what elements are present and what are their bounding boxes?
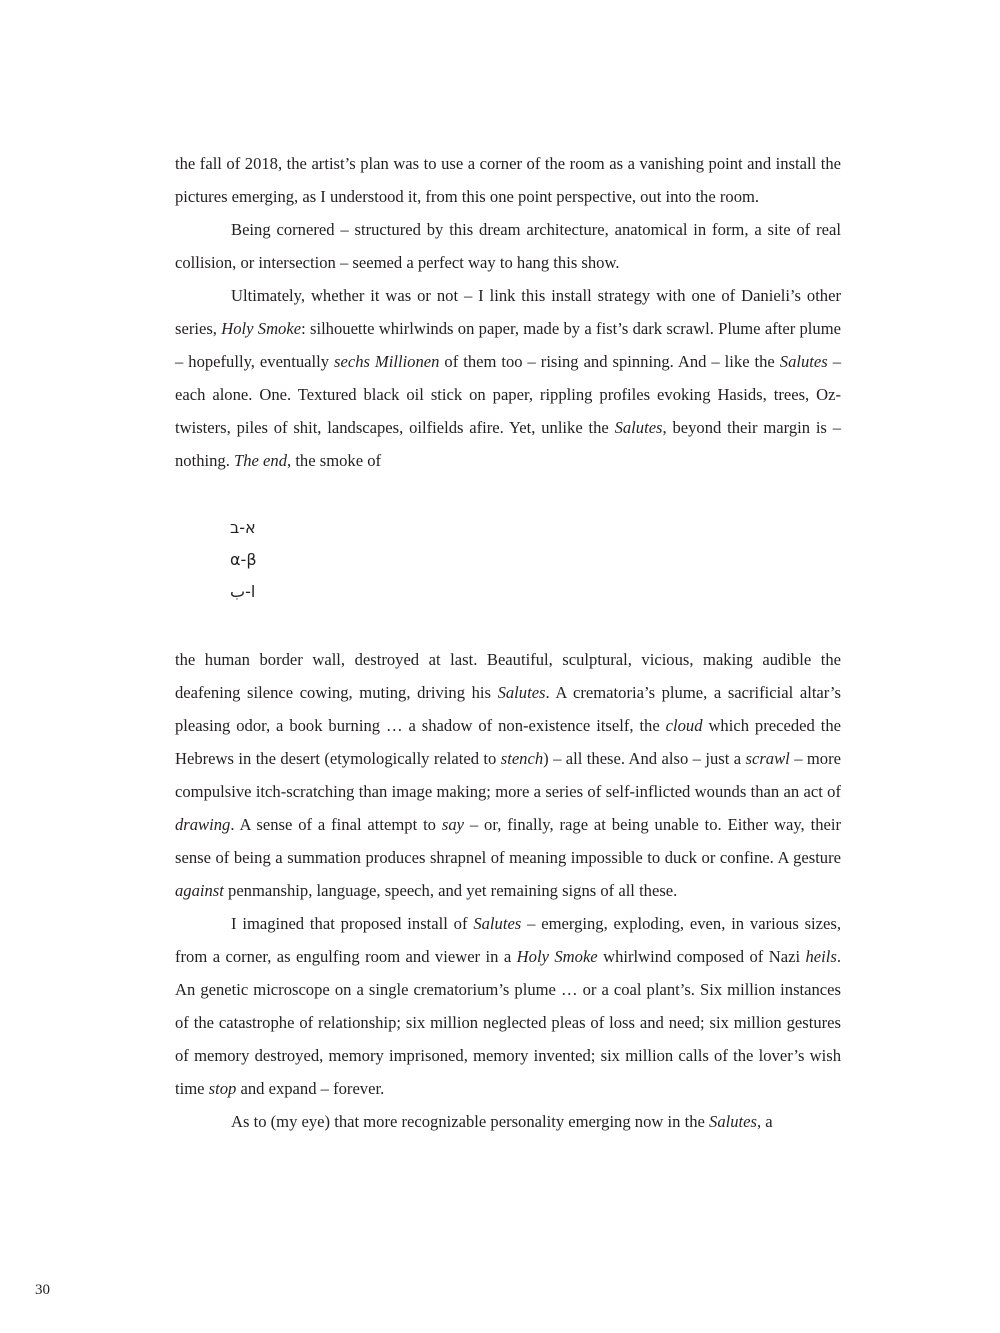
paragraph-1 — [175, 147, 841, 213]
text-run: penmanship, language, speech, and yet remaining signs of all these. — [223, 881, 678, 900]
paragraph-2 — [175, 213, 841, 279]
text-run: , a — [756, 1112, 773, 1131]
italic-phrase: heils — [805, 947, 837, 966]
text-run: , the smoke of — [287, 451, 382, 470]
text-block-top — [175, 147, 841, 477]
text-run: . A sense of a final attempt to — [230, 815, 442, 834]
paragraph-4 — [175, 643, 841, 907]
text-run: Ultimately, whether it was or not – I link this install strategy with one of Danieli’s other series, — [175, 286, 841, 338]
italic-phrase: stench — [500, 749, 544, 768]
text-run: the human border wall, destroyed at last. Beautiful, sculptural, vicious, making audible the deafening silence cowing, muting, driving his — [175, 650, 841, 702]
paragraph-6 — [175, 1105, 841, 1138]
italic-phrase: say — [441, 815, 464, 834]
page-number: 30 — [35, 1282, 50, 1298]
text-run: . An genetic microscope on a single crematorium’s plume … or a coal plant’s. Six million instances of the catastrophe of relationship; six million neglected pleas of loss and need; six million gestures of memory destroyed, memory imprisoned, memory invented; six million calls of the lover’s wish time — [175, 947, 841, 1098]
italic-title: Holy Smoke — [221, 319, 302, 338]
italic-phrase: drawing — [175, 815, 231, 834]
text-run: – more compulsive itch-scratching than image making; more a series of self-inflicted wounds than an act of — [175, 749, 841, 801]
text-run: of them too – rising and spinning. And – like the — [439, 352, 780, 371]
arabic-alphabet: ا-ب — [230, 582, 256, 601]
text-run: , beyond their margin is – nothing. — [175, 418, 841, 470]
text-run: I imagined that proposed install of — [231, 914, 474, 933]
text-run: As to (my eye) that more recognizable personality emerging now in the — [231, 1112, 710, 1131]
italic-title: Holy Smoke — [516, 947, 598, 966]
text-run: whirlwind composed of Nazi — [597, 947, 806, 966]
italic-phrase: The end — [234, 451, 288, 470]
italic-title: Salutes — [779, 352, 828, 371]
text-run: which preceded the Hebrews in the desert (etymologically related to — [175, 716, 841, 768]
text-run: – each alone. One. Textured black oil stick on paper, rippling profiles evoking Hasids, trees, Oz-twisters, piles of shit, landscapes, oilfields afire. Yet, unlike the — [175, 352, 841, 437]
italic-title: Salutes — [497, 683, 546, 702]
text-run: – or, finally, rage at being unable to. Either way, their sense of being a summation produces shrapnel of meaning impossible to duck or confine. A gesture — [175, 815, 841, 867]
italic-phrase: stop — [208, 1079, 237, 1098]
text-run: . A crematoria’s plume, a sacrificial altar’s pleasing odor, a book burning … a shadow of non-existence itself, the — [175, 683, 841, 735]
text-run: and expand – forever. — [236, 1079, 385, 1098]
paragraph-3 — [175, 279, 841, 477]
italic-phrase: sechs Millionen — [334, 352, 440, 371]
italic-phrase: against — [175, 881, 224, 900]
text-run: the fall of 2018, the artist’s plan was to use a corner of the room as a vanishing point and install the pictures emerging, as I understood it, from this one point perspective, out into the room. — [175, 154, 841, 206]
italic-phrase: cloud — [665, 716, 703, 735]
greek-alphabet: α-β — [230, 550, 257, 569]
italic-phrase: scrawl — [745, 749, 790, 768]
text-run: ) – all these. And also – just a — [543, 749, 746, 768]
italic-title: Salutes — [709, 1112, 757, 1131]
text-block-bottom — [175, 643, 841, 1138]
paragraph-5 — [175, 907, 841, 1105]
italic-title: Salutes — [473, 914, 522, 933]
alphabet-list — [230, 512, 257, 608]
hebrew-alphabet: א-ב — [230, 518, 256, 537]
text-run: Being cornered – structured by this dream architecture, anatomical in form, a site of real collision, or intersection – seemed a perfect way to hang this show. — [175, 220, 841, 272]
italic-title: Salutes — [614, 418, 663, 437]
text-run: : silhouette whirlwinds on paper, made by a fist’s dark scrawl. Plume after plume – hopefully, eventually — [175, 319, 841, 371]
text-run: – emerging, exploding, even, in various sizes, from a corner, as engulfing room and viewer in a — [175, 914, 841, 966]
